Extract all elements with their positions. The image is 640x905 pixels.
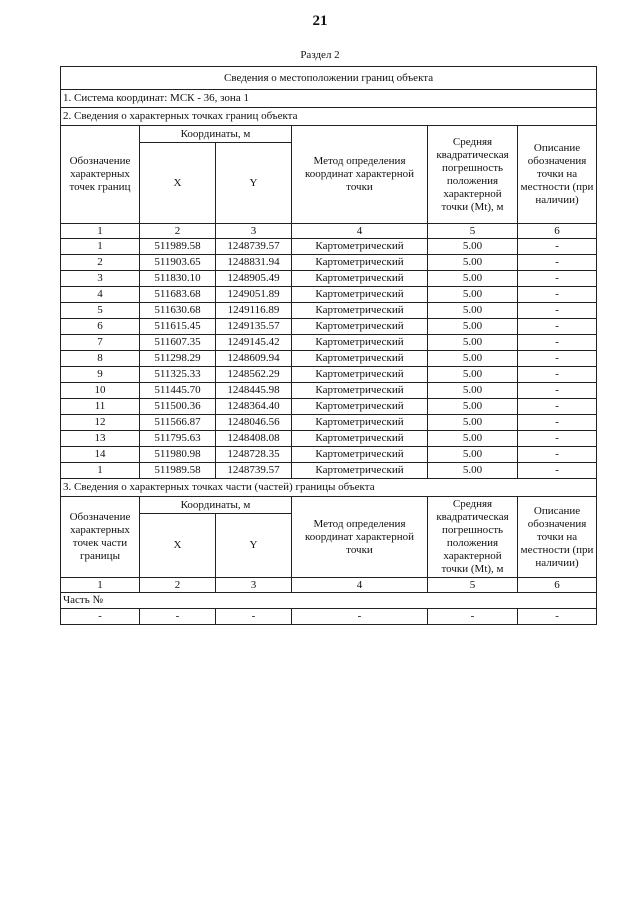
header-coordinates: Координаты, м [140,126,292,143]
column-number: 2 [140,224,216,239]
description-cell: - [518,319,597,335]
coord-x-cell: 511607.35 [140,335,216,351]
description-cell: - [518,431,597,447]
description-cell: - [518,271,597,287]
method-cell: Картометрический [292,351,428,367]
point-id-cell: 14 [61,447,140,463]
description-cell: - [518,447,597,463]
point-id-cell: 10 [61,383,140,399]
coord-x-cell: 511445.70 [140,383,216,399]
coord-y-cell: - [216,609,292,625]
method-cell: Картометрический [292,239,428,255]
description-cell: - [518,239,597,255]
header-error-2: Средняя квадратическая погрешность положения характерной точки (Mt), м [428,497,518,578]
point-id-cell: - [61,609,140,625]
column-number: 4 [292,224,428,239]
point-id-cell: 13 [61,431,140,447]
column-number: 3 [216,224,292,239]
error-cell: 5.00 [428,287,518,303]
method-cell: Картометрический [292,335,428,351]
table-row [61,399,597,415]
method-cell: Картометрический [292,367,428,383]
error-cell: 5.00 [428,463,518,479]
description-cell: - [518,255,597,271]
error-cell: 5.00 [428,271,518,287]
method-cell: Картометрический [292,447,428,463]
coord-x-cell: 511298.29 [140,351,216,367]
point-id-cell: 7 [61,335,140,351]
table-row [61,255,597,271]
coord-x-cell: 511566.87 [140,415,216,431]
column-number: 1 [61,224,140,239]
method-cell: Картометрический [292,399,428,415]
coord-x-cell: 511989.58 [140,463,216,479]
table-row [61,351,597,367]
coord-y-cell: 1248046.56 [216,415,292,431]
description-cell: - [518,399,597,415]
header-error: Средняя квадратическая погрешность положения характерной точки (Mt), м [428,126,518,224]
error-cell: 5.00 [428,239,518,255]
table-row [61,271,597,287]
coord-y-cell: 1248408.08 [216,431,292,447]
header-x-2: X [140,514,216,578]
header-part-point-designation: Обозначение характерных точек части границы [61,497,140,578]
table-title: Сведения о местоположении границ объекта [61,67,597,90]
header-description: Описание обозначения точки на местности (при наличии) [518,126,597,224]
section3-title: 3. Сведения о характерных точках части (частей) границы объекта [61,479,597,497]
coord-x-cell: 511500.36 [140,399,216,415]
description-cell: - [518,463,597,479]
coord-x-cell: 511325.33 [140,367,216,383]
column-numbers-row-2 [61,578,597,593]
column-number: 1 [61,578,140,593]
method-cell: Картометрический [292,415,428,431]
error-cell: 5.00 [428,335,518,351]
error-cell: 5.00 [428,303,518,319]
method-cell: Картометрический [292,383,428,399]
point-id-cell: 11 [61,399,140,415]
description-cell: - [518,287,597,303]
method-cell: Картометрический [292,255,428,271]
description-cell: - [518,367,597,383]
header-description-2: Описание обозначения точки на местности (при наличии) [518,497,597,578]
column-number: 6 [518,578,597,593]
page-number: 21 [312,13,328,29]
method-cell: Картометрический [292,463,428,479]
table-row [61,335,597,351]
coord-x-cell: 511830.10 [140,271,216,287]
error-cell: 5.00 [428,367,518,383]
column-number: 2 [140,578,216,593]
boundaries-table [60,66,597,625]
error-cell: 5.00 [428,383,518,399]
header-coordinates-2: Координаты, м [140,497,292,514]
table-row [61,463,597,479]
coord-y-cell: 1248739.57 [216,239,292,255]
coord-system: 1. Система координат: МСК - 36, зона 1 [61,90,597,108]
coord-x-cell: 511630.68 [140,303,216,319]
coord-x-cell: 511980.98 [140,447,216,463]
coord-y-cell: 1248728.35 [216,447,292,463]
table-row [61,447,597,463]
description-cell: - [518,415,597,431]
table-row [61,367,597,383]
header-y-2: Y [216,514,292,578]
description-cell: - [518,351,597,367]
point-id-cell: 6 [61,319,140,335]
table-row [61,287,597,303]
coord-x-cell: 511989.58 [140,239,216,255]
coord-y-cell: 1248445.98 [216,383,292,399]
description-cell: - [518,383,597,399]
error-cell: 5.00 [428,447,518,463]
point-id-cell: 2 [61,255,140,271]
error-cell: 5.00 [428,415,518,431]
coord-y-cell: 1249051.89 [216,287,292,303]
coord-y-cell: 1248364.40 [216,399,292,415]
coord-y-cell: 1248739.57 [216,463,292,479]
part-label: Часть № [61,593,597,609]
error-cell: 5.00 [428,431,518,447]
error-cell: 5.00 [428,255,518,271]
table-row [61,319,597,335]
header-point-designation: Обозначение характерных точек границ [61,126,140,224]
coord-y-cell: 1248609.94 [216,351,292,367]
coord-y-cell: 1248562.29 [216,367,292,383]
description-cell: - [518,303,597,319]
table-row [61,431,597,447]
coord-y-cell: 1249116.89 [216,303,292,319]
point-id-cell: 3 [61,271,140,287]
section2-title: 2. Сведения о характерных точках границ объекта [61,108,597,126]
table-row [61,303,597,319]
coord-x-cell: 511795.63 [140,431,216,447]
method-cell: Картометрический [292,287,428,303]
coord-y-cell: 1249145.42 [216,335,292,351]
point-id-cell: 1 [61,239,140,255]
coord-y-cell: 1249135.57 [216,319,292,335]
coord-x-cell: 511903.65 [140,255,216,271]
column-number: 4 [292,578,428,593]
method-cell: Картометрический [292,431,428,447]
coord-y-cell: 1248905.49 [216,271,292,287]
error-cell: 5.00 [428,319,518,335]
coord-y-cell: 1248831.94 [216,255,292,271]
header-method-2: Метод определения координат характерной точки [292,497,428,578]
table-row [61,239,597,255]
header-method: Метод определения координат характерной точки [292,126,428,224]
method-cell: - [292,609,428,625]
method-cell: Картометрический [292,271,428,287]
coord-x-cell: - [140,609,216,625]
part-data-row [61,609,597,625]
header-x: X [140,143,216,224]
column-number: 5 [428,224,518,239]
point-id-cell: 4 [61,287,140,303]
error-cell: 5.00 [428,399,518,415]
point-id-cell: 12 [61,415,140,431]
description-cell: - [518,609,597,625]
method-cell: Картометрический [292,319,428,335]
coord-x-cell: 511615.45 [140,319,216,335]
point-id-cell: 5 [61,303,140,319]
error-cell: - [428,609,518,625]
header-y: Y [216,143,292,224]
column-number: 5 [428,578,518,593]
section-label: Раздел 2 [300,49,340,61]
description-cell: - [518,335,597,351]
error-cell: 5.00 [428,351,518,367]
column-number: 6 [518,224,597,239]
point-id-cell: 1 [61,463,140,479]
point-id-cell: 8 [61,351,140,367]
column-number: 3 [216,578,292,593]
table-row [61,415,597,431]
point-id-cell: 9 [61,367,140,383]
coord-x-cell: 511683.68 [140,287,216,303]
column-numbers-row [61,224,597,239]
table-row [61,383,597,399]
method-cell: Картометрический [292,303,428,319]
